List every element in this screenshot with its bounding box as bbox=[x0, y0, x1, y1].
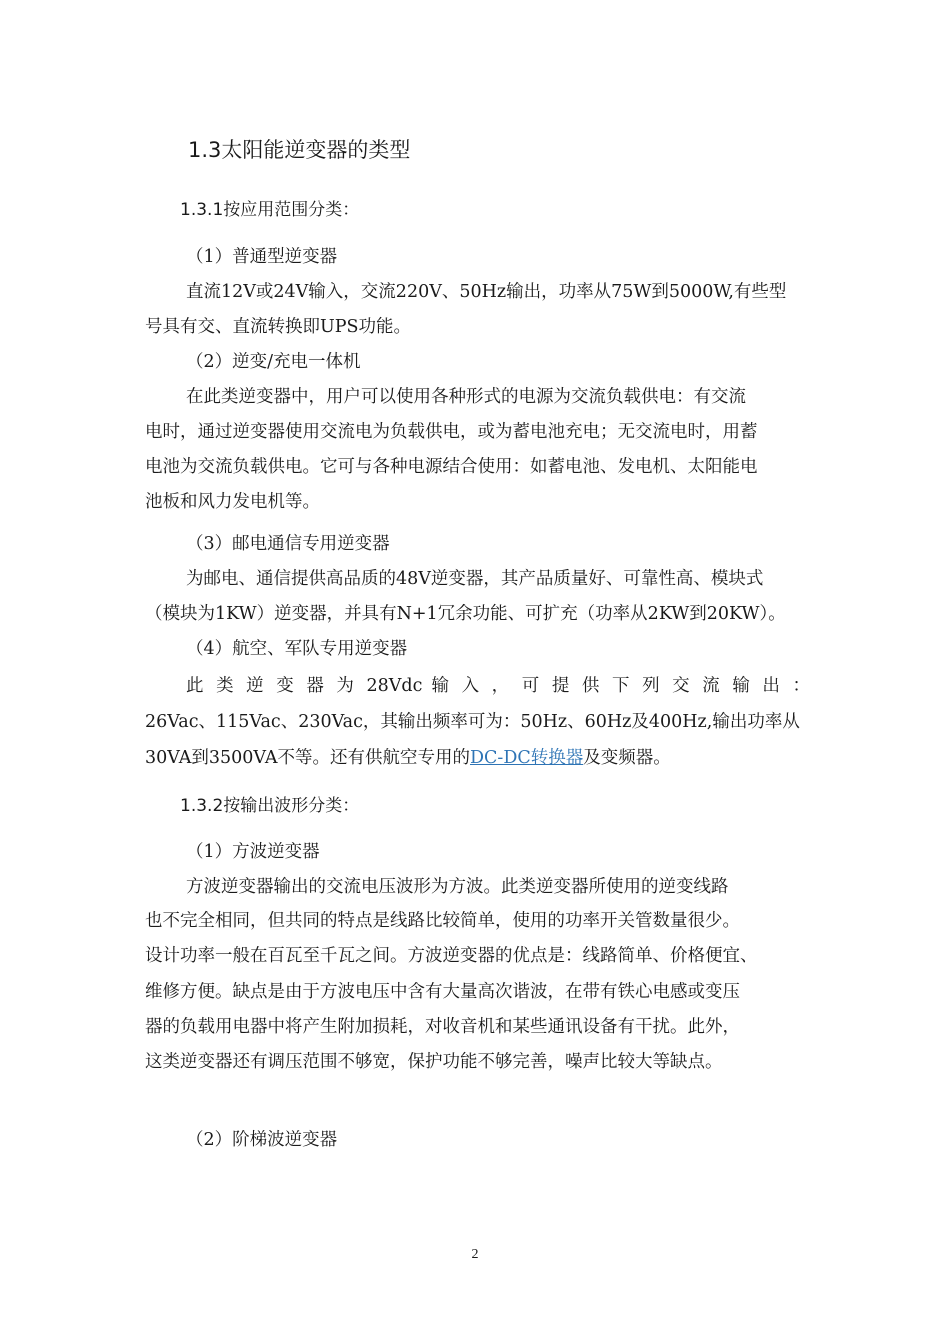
text-segment: 及变频器。 bbox=[583, 748, 671, 768]
paragraph-line: 直流12V或24V输入，交流220V、50Hz输出，功率从75W到5000W,有些型 bbox=[186, 282, 787, 302]
item-title-telecom-inverter: （3）邮电通信专用逆变器 bbox=[186, 534, 390, 554]
dc-dc-converter-link[interactable]: DC-DC转换器 bbox=[469, 748, 584, 768]
paragraph-line: 号具有交、直流转换即UPS功能。 bbox=[145, 317, 412, 337]
paragraph-line: 方波逆变器输出的交流电压波形为方波。此类逆变器所使用的逆变线路 bbox=[186, 877, 729, 897]
paragraph-line: 在此类逆变器中，用户可以使用各种形式的电源为交流负载供电：有交流 bbox=[186, 387, 746, 407]
item-title-aviation-inverter: （4）航空、军队专用逆变器 bbox=[186, 639, 408, 659]
item-title-square-wave-inverter: （1）方波逆变器 bbox=[186, 842, 320, 862]
text-segment: 30VA到3500VA不等。还有供航空专用的 bbox=[145, 748, 470, 768]
paragraph-line: 维修方便。缺点是由于方波电压中含有大量高次谐波，在带有铁心电感或变压 bbox=[145, 982, 740, 1002]
paragraph-line: 为邮电、通信提供高品质的48V逆变器，其产品质量好、可靠性高、模块式 bbox=[186, 569, 764, 589]
item-title-step-wave-inverter: （2）阶梯波逆变器 bbox=[186, 1130, 338, 1150]
item-title-ordinary-inverter: （1）普通型逆变器 bbox=[186, 247, 338, 267]
item-title-inverter-charger: （2）逆变/充电一体机 bbox=[186, 352, 361, 372]
paragraph-line: 电时，通过逆变器使用交流电为负载供电，或为蓄电池充电；无交流电时，用蓄 bbox=[145, 422, 758, 442]
paragraph-line: 也不完全相同，但共同的特点是线路比较简单，使用的功率开关管数量很少。 bbox=[145, 911, 740, 931]
paragraph-line: 此 类 逆 变 器 为 28Vdc 输 入 ， 可 提 供 下 列 交 流 输 出 ： bbox=[186, 676, 810, 696]
paragraph-line: （模块为1KW）逆变器，并具有N+1冗余功能、可扩充（功率从2KW到20KW）。 bbox=[145, 604, 786, 624]
subsection-title-waveform: 1.3.2按输出波形分类： bbox=[180, 796, 360, 816]
paragraph-line: 器的负载用电器中将产生附加损耗，对收音机和某些通讯设备有干扰。此外， bbox=[145, 1017, 740, 1037]
paragraph-line-with-link bbox=[145, 746, 810, 770]
paragraph-line: 池板和风力发电机等。 bbox=[145, 492, 320, 512]
paragraph-line: 电池为交流负载供电。它可与各种电源结合使用：如蓄电池、发电机、太阳能电 bbox=[145, 457, 758, 477]
paragraph-line: 这类逆变器还有调压范围不够宽，保护功能不够完善，噪声比较大等缺点。 bbox=[145, 1052, 723, 1072]
subsection-title-application: 1.3.1按应用范围分类： bbox=[180, 200, 360, 220]
paragraph-line: 26Vac、115Vac、230Vac，其输出频率可为：50Hz、60Hz及400Hz,输出功率从 bbox=[145, 712, 800, 732]
paragraph-line: 设计功率一般在百瓦至千瓦之间。方波逆变器的优点是：线路简单、价格便宜、 bbox=[145, 946, 758, 966]
section-heading: 1.3太阳能逆变器的类型 bbox=[188, 138, 411, 162]
page-number: 2 bbox=[471, 1247, 479, 1262]
